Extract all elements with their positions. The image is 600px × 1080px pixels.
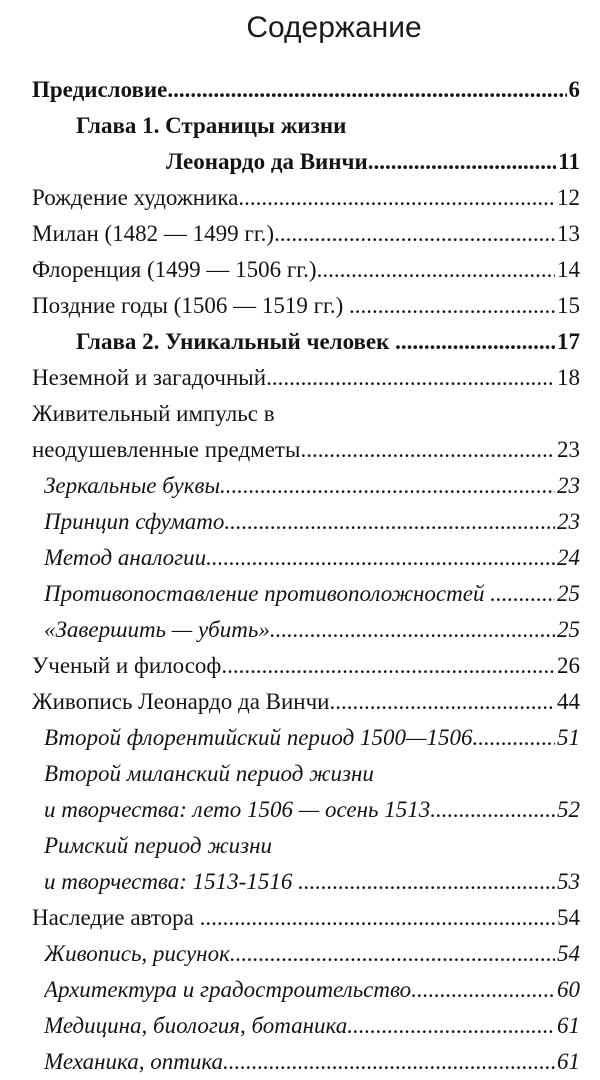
toc-entry bbox=[32, 252, 580, 288]
toc-entry-page: 14 bbox=[555, 252, 580, 288]
toc-subentry bbox=[32, 576, 580, 612]
toc-entry-label: Второй миланский период жизни bbox=[44, 761, 374, 786]
toc-entry-page: 61 bbox=[555, 1008, 580, 1044]
toc-entry-label: Рождение художника ..... bbox=[32, 180, 580, 216]
toc-entry-label: Живопись Леонардо да Винчи ..... bbox=[32, 684, 580, 720]
toc-entry-label: неодушевленные предметы ..... bbox=[32, 432, 580, 468]
toc-entry-page: 60 bbox=[555, 972, 580, 1008]
toc-entry-page: 23 bbox=[555, 432, 580, 468]
toc-entry bbox=[32, 684, 580, 720]
toc-entry-page: 23 bbox=[555, 504, 580, 540]
toc-subentry bbox=[32, 1044, 580, 1080]
toc-entry-page: 6 bbox=[567, 72, 581, 108]
toc-entry-page: 51 bbox=[555, 720, 580, 756]
toc-entry-label: Ученый и философ ..... bbox=[32, 648, 580, 684]
toc-entry-page: 24 bbox=[555, 540, 580, 576]
toc-entry-label: Поздние годы (1506 — 1519 гг.) ..... bbox=[32, 288, 580, 324]
toc-entry-line bbox=[32, 396, 580, 432]
toc-entry-page: 54 bbox=[555, 900, 580, 936]
toc-subentry-line bbox=[32, 828, 580, 864]
toc-entry-page: 15 bbox=[555, 288, 580, 324]
toc-entry-preface bbox=[32, 72, 580, 108]
toc-entry-page: 25 bbox=[555, 576, 580, 612]
toc-entry-label: Предисловие ..... bbox=[32, 72, 580, 108]
toc-entry-label: Римский период жизни bbox=[44, 833, 273, 858]
toc-entry bbox=[32, 180, 580, 216]
toc-entry-label: Механика, оптика ..... bbox=[44, 1044, 580, 1080]
toc-entry-page: 13 bbox=[555, 216, 580, 252]
toc-subentry bbox=[32, 792, 580, 828]
toc-entry-label: Зеркальные буквы ..... bbox=[44, 468, 580, 504]
toc-entry-label: Глава 2. Уникальный человек ..... bbox=[76, 324, 580, 360]
toc-entry-page: 11 bbox=[556, 144, 580, 180]
toc-subentry bbox=[32, 936, 580, 972]
toc-subentry bbox=[32, 504, 580, 540]
toc-entry bbox=[32, 648, 580, 684]
toc-entry-label: Живительный импульс в bbox=[32, 401, 275, 426]
toc-entry-label: Противопоставление противоположностей ..... bbox=[44, 576, 580, 612]
toc-entry-label: Архитектура и градостроительство ..... bbox=[44, 972, 580, 1008]
toc-chapter-2 bbox=[32, 324, 580, 360]
toc-entry-page: 25 bbox=[555, 612, 580, 648]
toc-entry-label: Флоренция (1499 — 1506 гг.) ..... bbox=[32, 252, 580, 288]
toc-entry-page: 18 bbox=[555, 360, 580, 396]
toc-entry-label: Принцип сфумато ..... bbox=[44, 504, 580, 540]
toc-subentry-line bbox=[32, 756, 580, 792]
toc-subentry bbox=[32, 864, 580, 900]
toc-entry-page: 44 bbox=[555, 684, 580, 720]
toc-entry-label: Глава 1. Страницы жизни bbox=[76, 113, 347, 138]
toc-entry-page: 23 bbox=[555, 468, 580, 504]
toc-entry-page: 53 bbox=[555, 864, 580, 900]
toc-entry-page: 54 bbox=[555, 936, 580, 972]
toc-entry-page: 26 bbox=[555, 648, 580, 684]
toc-subentry bbox=[32, 468, 580, 504]
toc-entry-label: Неземной и загадочный ..... bbox=[32, 360, 580, 396]
toc-entry-label: Леонардо да Винчи ..... bbox=[166, 144, 580, 180]
toc-entry-page: 12 bbox=[555, 180, 580, 216]
toc-entry bbox=[32, 360, 580, 396]
toc-entry-label: Второй флорентийский период 1500—1506. ..... bbox=[44, 720, 580, 756]
toc-entry-label: и творчества: 1513-1516 ..... bbox=[44, 864, 580, 900]
toc-entry-page: 52 bbox=[555, 792, 580, 828]
toc-chapter-1-heading bbox=[32, 108, 580, 144]
toc-entry bbox=[32, 432, 580, 468]
toc-entry-label: Милан (1482 — 1499 гг.) ..... bbox=[32, 216, 580, 252]
toc-subentry bbox=[32, 612, 580, 648]
toc-entry bbox=[32, 288, 580, 324]
toc-entry bbox=[32, 900, 580, 936]
toc-entry-page: 61 bbox=[555, 1044, 580, 1080]
toc-subentry bbox=[32, 1008, 580, 1044]
table-of-contents bbox=[32, 72, 580, 1080]
toc-subentry bbox=[32, 540, 580, 576]
toc-entry-label: «Завершить — убить» ..... bbox=[44, 612, 580, 648]
toc-entry-page: 17 bbox=[555, 324, 580, 360]
page-title: Содержание bbox=[246, 11, 422, 44]
toc-entry bbox=[32, 216, 580, 252]
toc-subentry bbox=[32, 720, 580, 756]
toc-entry-label: Наследие автора ..... bbox=[32, 900, 580, 936]
toc-entry-label: Медицина, биология, ботаника ..... bbox=[44, 1008, 580, 1044]
toc-entry-label: и творчества: лето 1506 — осень 1513 ..... bbox=[44, 792, 580, 828]
toc-entry-label: Живопись, рисунок ..... bbox=[44, 936, 580, 972]
toc-entry-label: Метод аналогии ..... bbox=[44, 540, 580, 576]
toc-chapter-1 bbox=[32, 144, 580, 180]
toc-subentry bbox=[32, 972, 580, 1008]
